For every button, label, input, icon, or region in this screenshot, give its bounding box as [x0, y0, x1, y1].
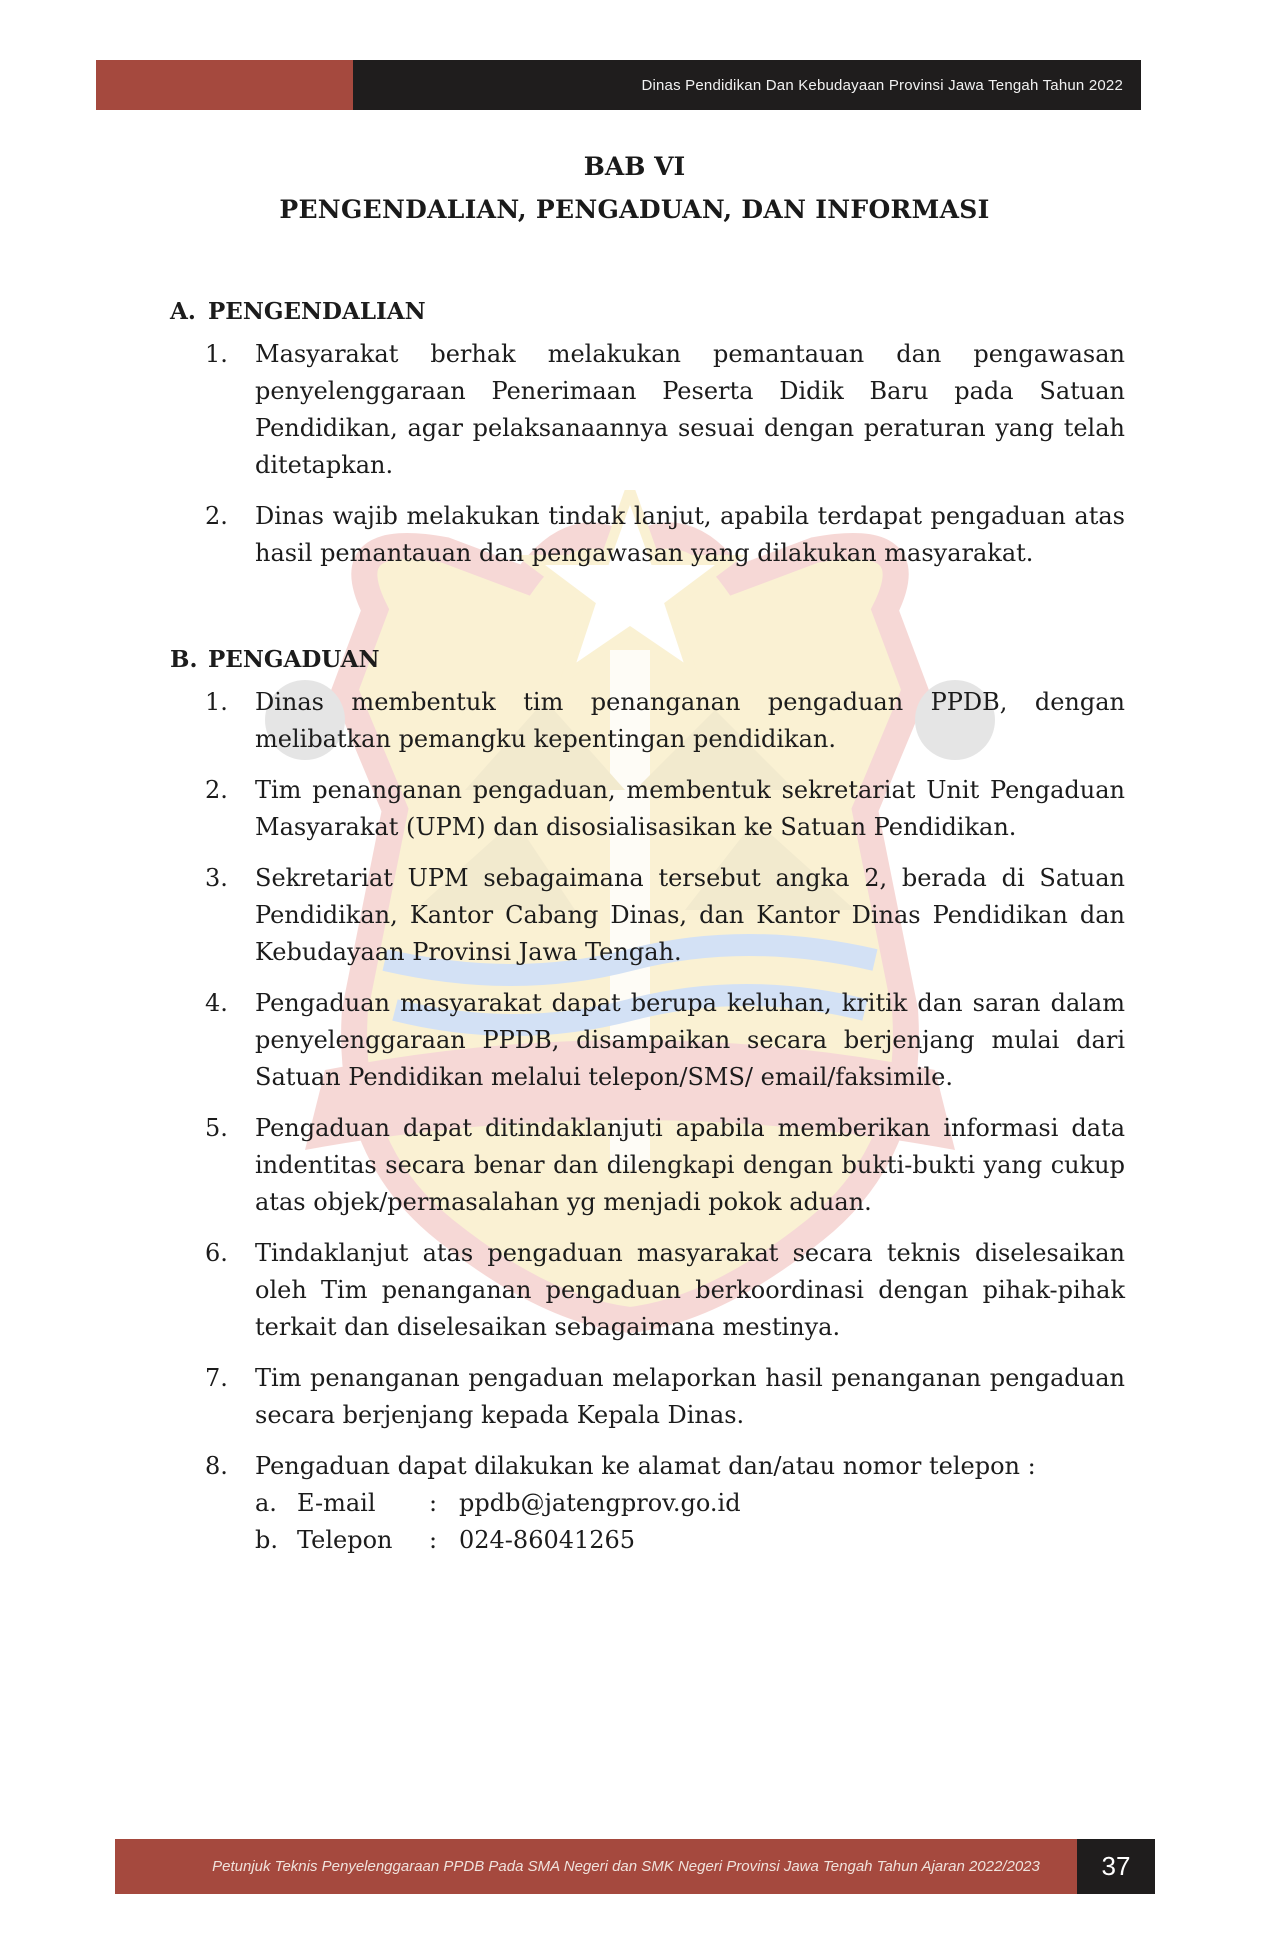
section-b-title: PENGADUAN	[208, 646, 380, 673]
contact-letter: b.	[255, 1526, 278, 1554]
section-b-heading	[170, 646, 380, 673]
page-footer	[115, 1839, 1155, 1894]
contact-letter: a.	[255, 1489, 277, 1517]
contact-email	[255, 1485, 1125, 1522]
contact-colon: :	[429, 1489, 438, 1517]
list-item	[205, 1110, 1125, 1221]
header-dark-band	[353, 60, 1141, 110]
contact-label: E-mail	[297, 1489, 376, 1517]
item-number: 4.	[205, 989, 228, 1017]
list-item	[205, 772, 1125, 846]
item-text: Tindaklanjut atas pengaduan masyarakat secara teknis diselesaikan oleh Tim penanganan pengaduan berkoordinasi dengan pihak-pihak terkait dan diselesaikan sebagaimana mestinya.	[255, 1239, 1125, 1341]
footer-text: Petunjuk Teknis Penyelenggaraan PPDB Pada SMA Negeri dan SMK Negeri Provinsi Jawa Tengah Tahun Ajaran 2022/2023	[212, 1858, 1040, 1875]
item-number: 1.	[205, 340, 228, 368]
item-text: Tim penanganan pengaduan, membentuk sekretariat Unit Pengaduan Masyarakat (UPM) dan disosialisasikan ke Satuan Pendidikan.	[255, 776, 1125, 841]
item-text: Masyarakat berhak melakukan pemantauan dan pengawasan penyelenggaraan Penerimaan Peserta Didik Baru pada Satuan Pendidikan, agar pelaksanaannya sesuai dengan peraturan yang telah ditetapkan.	[255, 340, 1125, 479]
contact-phone	[255, 1522, 1125, 1559]
item-text: Dinas wajib melakukan tindak lanjut, apabila terdapat pengaduan atas hasil pemantauan dan pengawasan yang dilakukan masyarakat.	[255, 502, 1125, 567]
section-a-letter: A.	[170, 298, 196, 325]
list-item	[205, 336, 1125, 484]
item-number: 8.	[205, 1452, 228, 1480]
contact-colon: :	[429, 1526, 438, 1554]
chapter-number: BAB VI	[583, 152, 686, 181]
item-number: 5.	[205, 1114, 228, 1142]
section-b-list	[205, 684, 1125, 1559]
list-item	[205, 684, 1125, 758]
page-number: 37	[1077, 1839, 1155, 1894]
section-a-title: PENGENDALIAN	[208, 298, 426, 325]
contact-email-value[interactable]: ppdb@jatengprov.go.id	[459, 1489, 741, 1517]
list-item	[205, 985, 1125, 1096]
header-text: Dinas Pendidikan Dan Kebudayaan Provinsi Jawa Tengah Tahun 2022	[641, 76, 1123, 94]
contact-label: Telepon	[297, 1526, 393, 1554]
contact-phone-value: 024-86041265	[459, 1526, 636, 1554]
item-text: Pengaduan masyarakat dapat berupa keluhan, kritik dan saran dalam penyelenggaraan PPDB, disampaikan secara berjenjang mulai dari Satuan Pendidikan melalui telepon/SMS/ email/faksimile.	[255, 989, 1125, 1091]
section-b-letter: B.	[170, 646, 198, 673]
item-number: 6.	[205, 1239, 228, 1267]
item-number: 2.	[205, 776, 228, 804]
list-item	[205, 1235, 1125, 1346]
list-item	[205, 1448, 1125, 1485]
footer-band	[115, 1839, 1077, 1894]
item-text: Dinas membentuk tim penanganan pengaduan PPDB, dengan melibatkan pemangku kepentingan pendidikan.	[255, 688, 1125, 753]
list-item	[205, 498, 1125, 572]
list-item	[205, 1360, 1125, 1434]
section-a-heading	[170, 298, 426, 325]
item-text: Pengaduan dapat dilakukan ke alamat dan/atau nomor telepon :	[255, 1452, 1036, 1480]
item-text: Sekretariat UPM sebagaimana tersebut angka 2, berada di Satuan Pendidikan, Kantor Cabang Dinas, dan Kantor Dinas Pendidikan dan Kebudayaan Provinsi Jawa Tengah.	[255, 864, 1125, 966]
header-accent	[96, 60, 353, 110]
item-text: Pengaduan dapat ditindaklanjuti apabila memberikan informasi data indentitas secara benar dan dilengkapi dengan bukti-bukti yang cukup atas objek/permasalahan yg menjadi pokok aduan.	[255, 1114, 1125, 1216]
section-a-list	[205, 336, 1125, 586]
list-item	[205, 860, 1125, 971]
page-header	[96, 60, 1141, 110]
contact-list	[205, 1485, 1125, 1559]
item-number: 7.	[205, 1364, 228, 1392]
item-text: Tim penanganan pengaduan melaporkan hasil penanganan pengaduan secara berjenjang kepada Kepala Dinas.	[255, 1364, 1125, 1429]
item-number: 3.	[205, 864, 228, 892]
item-number: 1.	[205, 688, 228, 716]
item-number: 2.	[205, 502, 228, 530]
chapter-title: PENGENDALIAN, PENGADUAN, DAN INFORMASI	[279, 195, 990, 224]
